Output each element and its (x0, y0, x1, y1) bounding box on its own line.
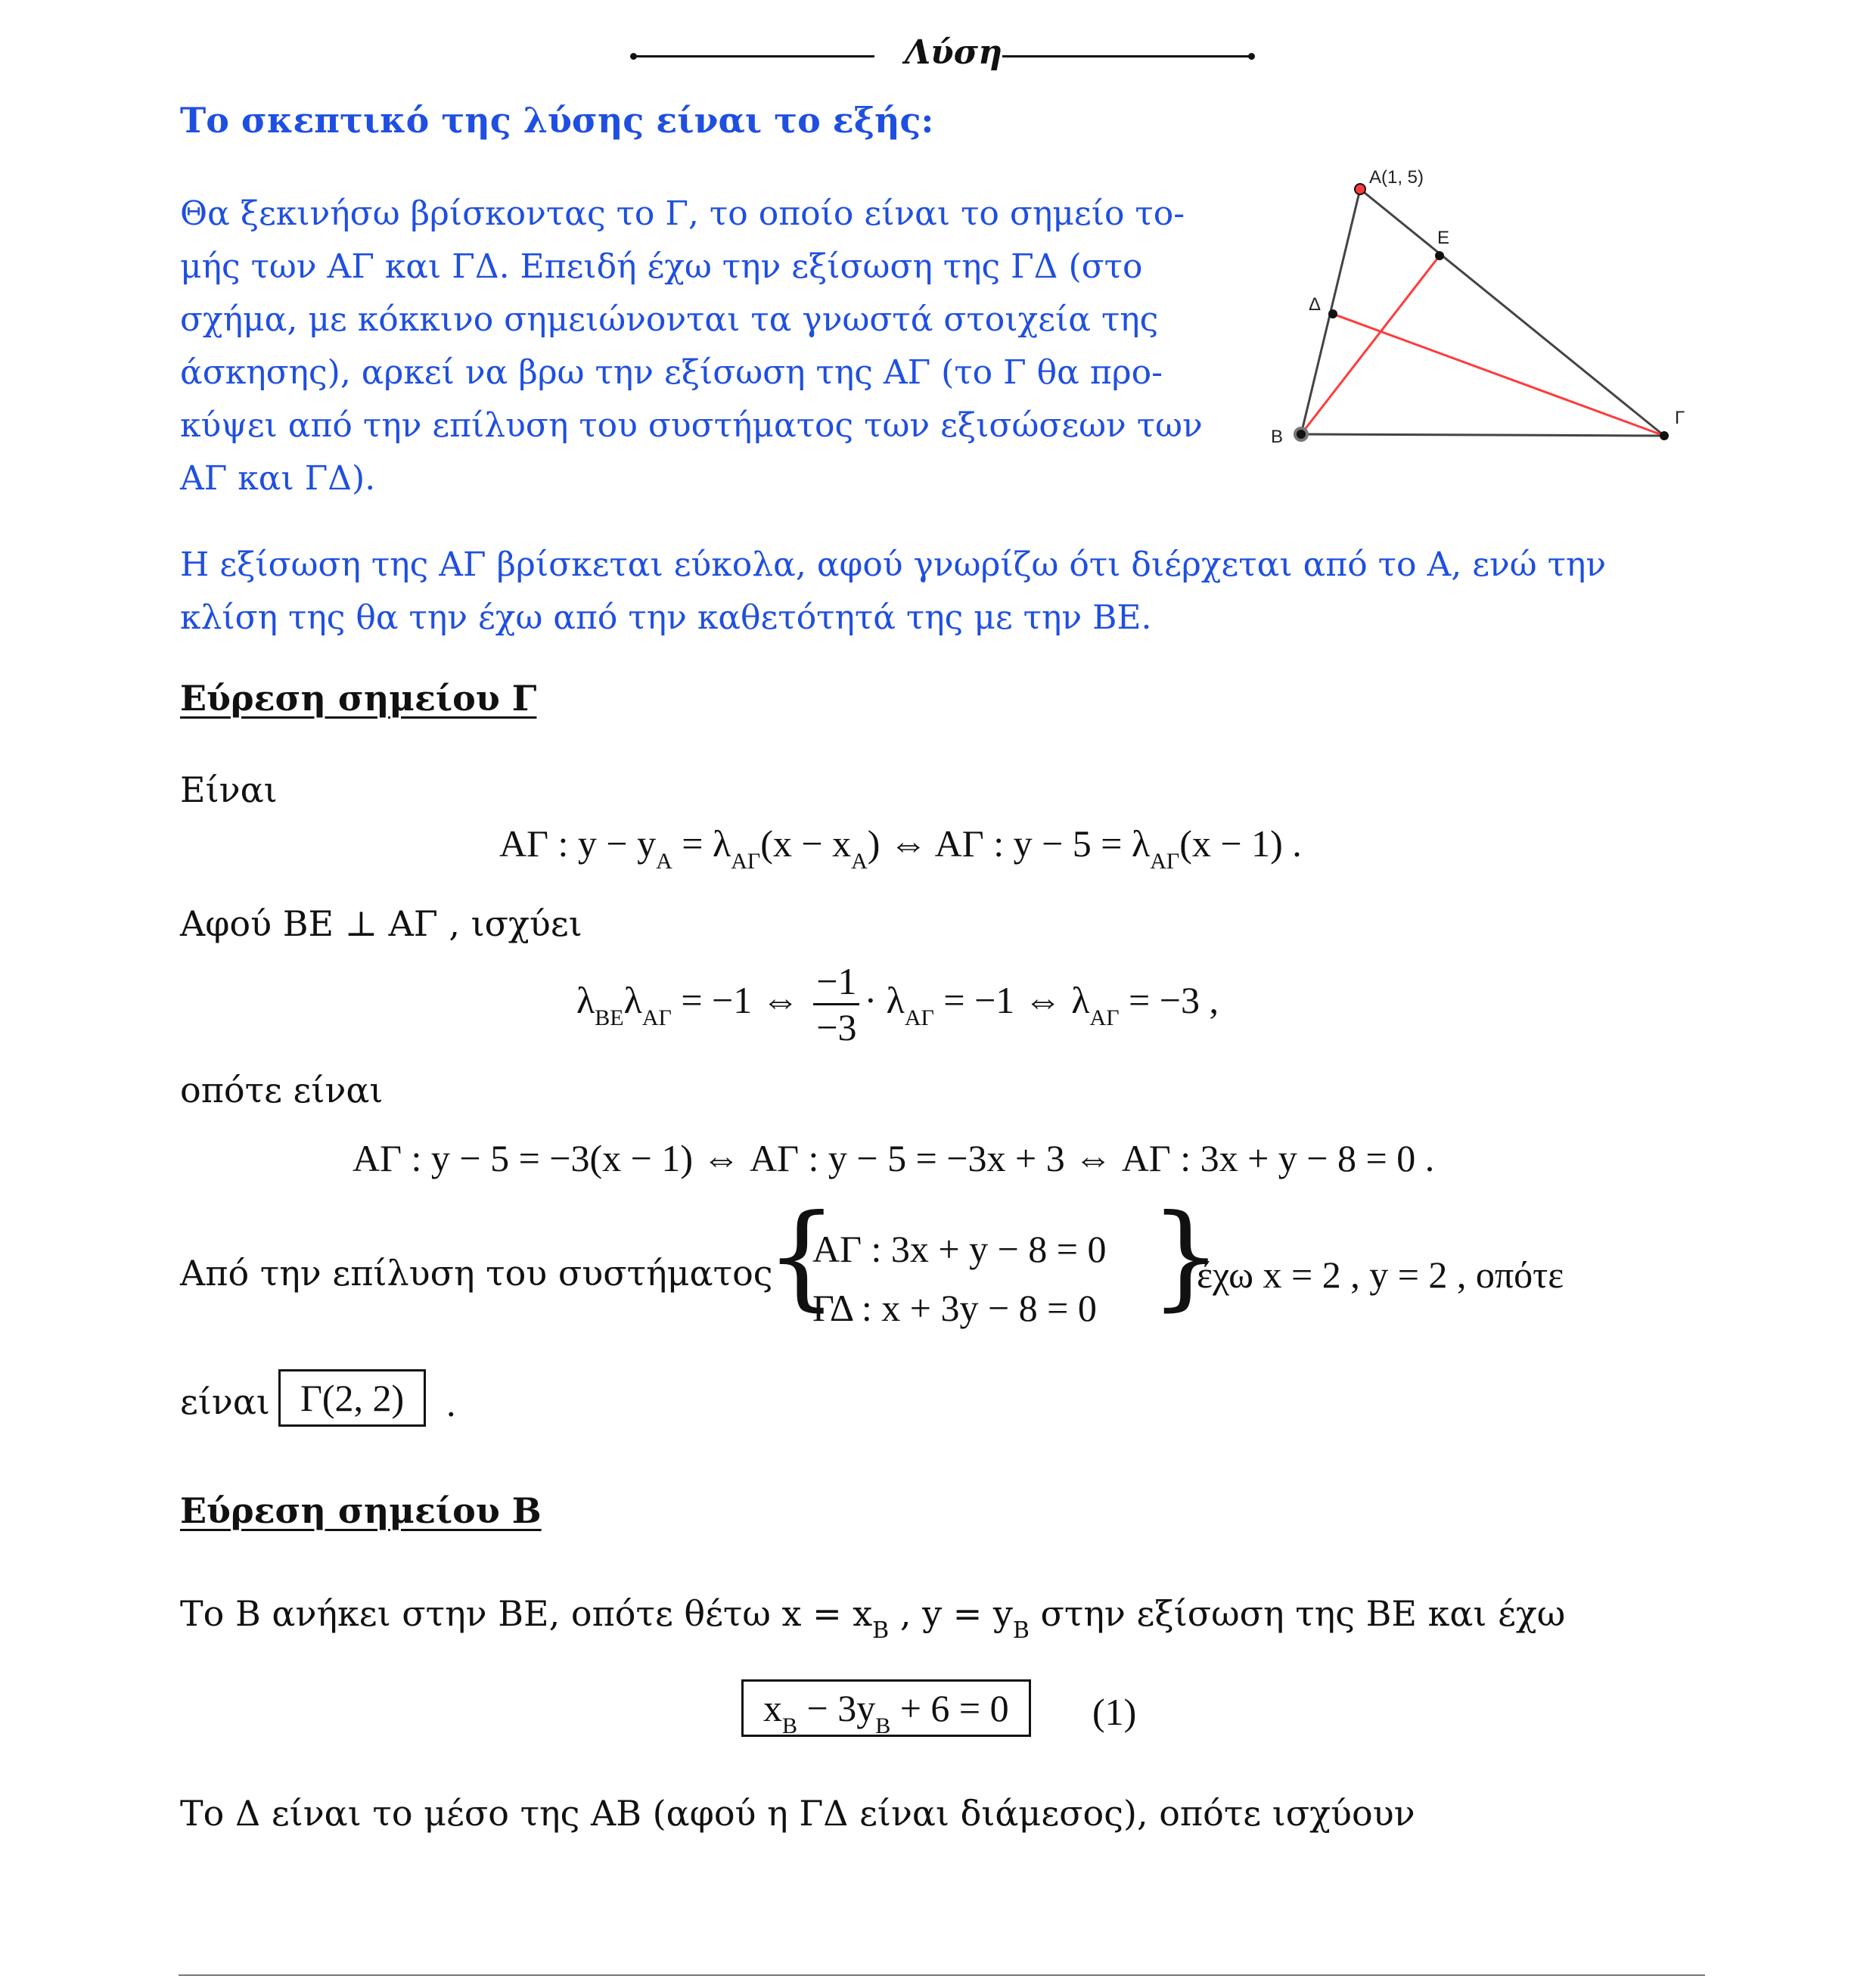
eq2-part: · λ (864, 978, 905, 1021)
intro-paragraph (180, 188, 1239, 505)
intro-line: Θα ξεκινήσω βρίσκοντας το Γ, το οποίο είναι το σημείο το- (180, 194, 1185, 233)
equation-ag-point-slope (499, 822, 1302, 874)
eq1-sub: A (656, 849, 672, 874)
line1-part: Το Β ανήκει στην ΒΕ, οπότε θέτω x = x (180, 1593, 873, 1634)
eq2-sub: ΑΓ (904, 1005, 934, 1030)
eqbox-part: + 6 = 0 (890, 1687, 1009, 1729)
eq1-sub: ΑΓ (731, 849, 761, 874)
label-b: B (1271, 427, 1284, 447)
eq2-sub: ΑΓ (1089, 1005, 1120, 1030)
intro-line: άσκησης), αρκεί να βρω την εξίσωση της ΑΓ (το Γ θα προ- (180, 353, 1163, 392)
label-a: A(1, 5) (1369, 167, 1424, 188)
eq1-part: ) ⇔ ΑΓ : y − 5 = λ (867, 822, 1151, 865)
median-gd (1333, 314, 1664, 436)
eqbox-sub: B (875, 1713, 891, 1738)
result-suffix: . (446, 1382, 456, 1424)
system-equation-1: ΑΓ : 3x + y − 8 = 0 (812, 1228, 1107, 1270)
point-g (1660, 431, 1669, 440)
eq2-part: = −3 , (1119, 978, 1219, 1021)
intro2-line: κλίση της θα την έχω από την καθετότητά της με την ΒΕ. (180, 598, 1152, 637)
system-intro: Από την επίλυση του συστήματος (180, 1253, 773, 1294)
section2-line1 (180, 1593, 1566, 1644)
side-ag (1360, 189, 1664, 436)
eq2-part: = −1 ⇔ λ (933, 978, 1090, 1021)
intro2-line: Η εξίσωση της ΑΓ βρίσκεται εύκολα, αφού γνωρίζω ότι διέρχεται από το Α, ενώ την (180, 545, 1607, 584)
system-left-brace: { (766, 1191, 838, 1322)
eq2-part: λ (623, 978, 642, 1021)
line1-part: στην εξίσωση της ΒΕ και έχω (1029, 1593, 1566, 1634)
point-d (1328, 309, 1337, 318)
line1-sub: B (1012, 1617, 1030, 1644)
side-bg (1301, 434, 1664, 436)
header-right-rule (1002, 55, 1252, 57)
eq2-sub: ΑΓ (641, 1005, 672, 1030)
point-a (1355, 184, 1365, 194)
line1-part: , y = y (889, 1593, 1013, 1634)
result-prefix: είναι (180, 1381, 270, 1422)
eq1-part: = λ (672, 822, 731, 865)
equation-tag: (1) (1092, 1691, 1137, 1733)
triangle-figure (1256, 159, 1710, 461)
equation-slope-product (576, 959, 1219, 1049)
section2-last-line: Το Δ είναι το μέσο της ΑΒ (αφού η ΓΔ είναι διάμεσος), οπότε ισχύουν (180, 1793, 1415, 1834)
fraction-denominator: −3 (816, 1006, 857, 1048)
eqbox-part: − 3y (797, 1687, 876, 1729)
eq2-part: λ (576, 978, 595, 1021)
fraction-numerator: −1 (813, 959, 859, 1005)
system-result: έχω x = 2 , y = 2 , οπότε (1197, 1253, 1564, 1296)
equation-b-boxed (741, 1679, 1031, 1737)
intro-paragraph-2 (180, 539, 1708, 645)
system-right-brace: } (1150, 1191, 1222, 1322)
fraction (813, 959, 859, 1049)
eqbox-sub: B (782, 1713, 798, 1738)
opote-text: οπότε είναι (180, 1070, 384, 1111)
result-point-g: Γ(2, 2) (278, 1369, 426, 1427)
label-g: Γ (1675, 408, 1685, 428)
line1-sub: B (872, 1617, 890, 1644)
intro-line: κύψει από την επίλυση του συστήματος των εξισώσεων των (180, 406, 1203, 445)
section2-heading: Εύρεση σημείου Β (180, 1490, 542, 1531)
intro-heading: Το σκεπτικό της λύσης είναι το εξής: (180, 100, 934, 141)
equation-ag-final: ΑΓ : y − 5 = −3(x − 1) ⇔ ΑΓ : y − 5 = −3x + 3 ⇔ ΑΓ : 3x + y − 8 = 0 . (353, 1137, 1435, 1179)
eq1-sub: ΑΓ (1150, 849, 1180, 874)
header-title: Λύση (905, 33, 1003, 72)
header-left-rule (634, 55, 874, 57)
eq2-sub: ΒΕ (595, 1005, 624, 1030)
eqbox-part: x (763, 1687, 782, 1729)
eq2-part: = −1 ⇔ (671, 978, 809, 1021)
intro-line: ΑΓ και ΓΔ). (180, 459, 376, 498)
eq1-sub: A (851, 849, 868, 874)
label-e: E (1437, 228, 1450, 248)
eq1-part: (x − 1) . (1179, 822, 1302, 865)
system-equation-2: ΓΔ : x + 3y − 8 = 0 (812, 1287, 1097, 1329)
footer-rule (179, 1974, 1705, 1976)
intro-line: μής των ΑΓ και ΓΔ. Επειδή έχω την εξίσωση της ΓΔ (στο (180, 247, 1143, 286)
einai-text: Είναι (180, 769, 278, 810)
afou-text: Αφού ΒΕ ⊥ ΑΓ , ισχύει (180, 903, 582, 944)
header-right-dot (1248, 53, 1255, 60)
point-b-core (1297, 430, 1306, 439)
eq1-part: ΑΓ : y − y (499, 822, 657, 865)
label-d: Δ (1309, 294, 1322, 315)
section1-heading: Εύρεση σημείου Γ (180, 678, 537, 719)
point-e (1435, 251, 1444, 260)
eq1-part: (x − x (760, 822, 852, 865)
intro-line: σχήμα, με κόκκινο σημειώνονται τα γνωστά στοιχεία της (180, 300, 1159, 339)
